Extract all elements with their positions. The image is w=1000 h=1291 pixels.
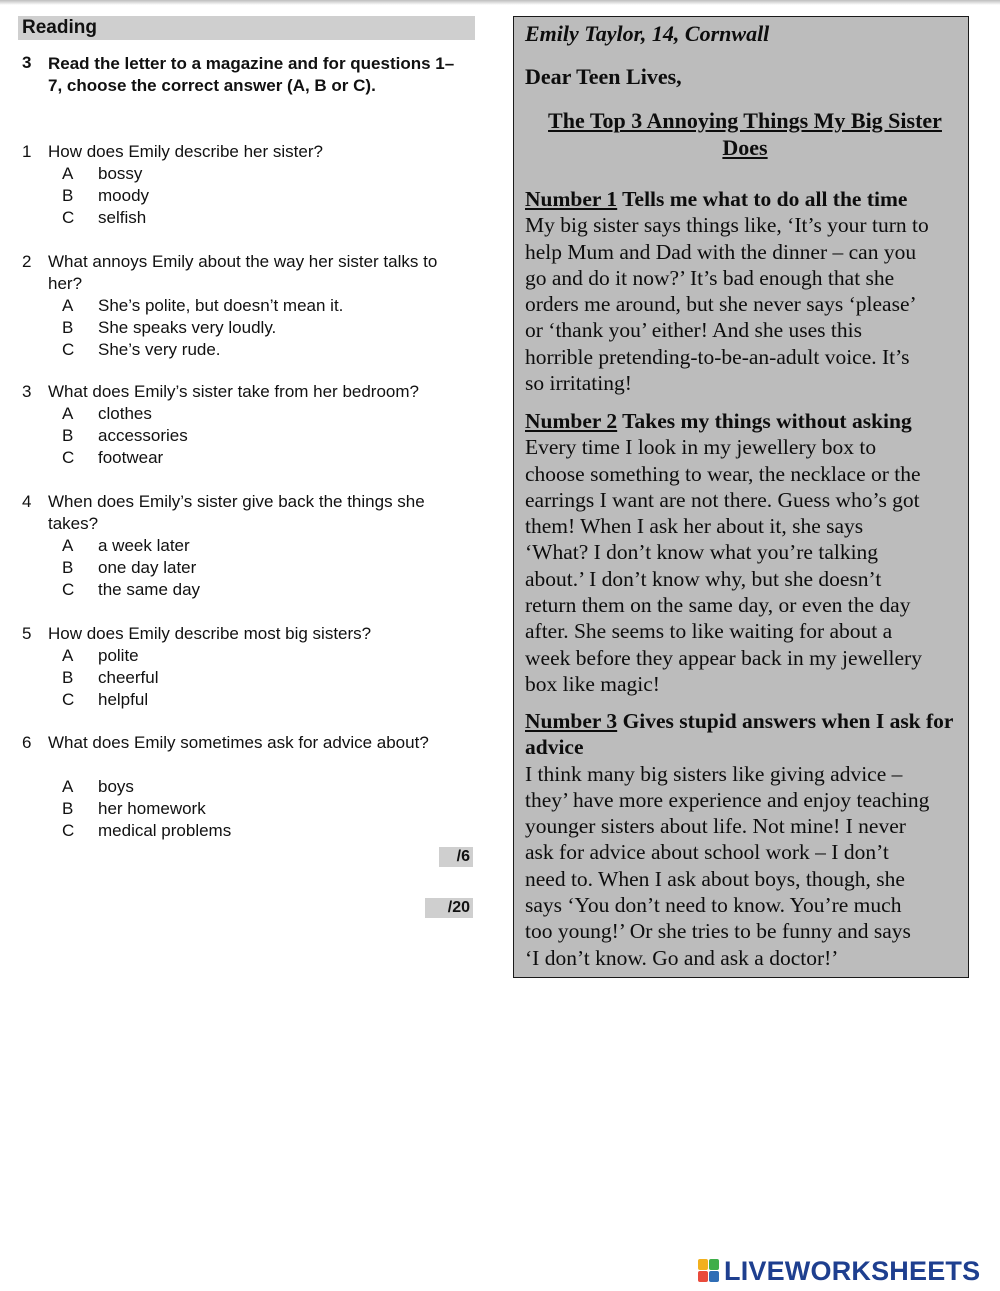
letter-text-line: My big sister says things like, ‘It’s your turn to	[525, 213, 929, 238]
option-letter: C	[62, 690, 75, 709]
letter-text-line: go and do it now?’ It’s bad enough that she	[525, 265, 895, 290]
option-letter: C	[62, 448, 75, 467]
option-letter: A	[62, 164, 74, 183]
letter-section-heading	[525, 186, 965, 212]
letter-text-line: horrible pretending-to-be-an-adult voice. It’s	[525, 344, 910, 369]
letter-text-line: they’ have more experience and enjoy teaching	[525, 787, 930, 812]
option-text: selfish	[98, 208, 147, 227]
question-number: 5	[22, 624, 32, 643]
letter-text-line: too young!’ Or she tries to be funny and says	[525, 919, 911, 944]
question-number: 3	[22, 382, 32, 401]
letter-section-heading	[525, 708, 965, 761]
logo-text: LIVEWORKSHEETS	[724, 1256, 981, 1286]
letter-text-line: choose something to wear, the necklace or the	[525, 461, 921, 486]
letter-section-label: Number 1	[525, 187, 618, 211]
option-text: polite	[98, 646, 139, 665]
option-letter: B	[62, 426, 74, 445]
option-text: her homework	[98, 799, 206, 818]
option-text: a week later	[98, 536, 190, 555]
letter-box	[513, 16, 969, 978]
question-number: 4	[22, 492, 32, 511]
letter-text-line: I think many big sisters like giving advice –	[525, 761, 903, 786]
letter-text-line: after. She seems to like waiting for about a	[525, 619, 893, 644]
option-text: boys	[98, 777, 134, 796]
option-text: helpful	[98, 690, 149, 709]
option-letter: B	[62, 186, 74, 205]
option-text: medical problems	[98, 821, 232, 840]
letter-section	[525, 708, 965, 971]
option-text: She’s polite, but doesn’t mean it.	[98, 296, 344, 315]
letter-text-line: about.’ I don’t know why, but she doesn’t	[525, 566, 882, 591]
option-letter: A	[62, 296, 74, 315]
logo-tile	[698, 1271, 708, 1282]
option-text: accessories	[98, 426, 188, 445]
letter-section-label: Number 2	[525, 409, 618, 433]
letter-text-line: return them on the same day, or even the day	[525, 593, 911, 618]
letter-text-line: says ‘You don’t need to know. You’re much	[525, 893, 902, 918]
letter-text-line: them! When I ask her about it, she says	[525, 514, 864, 539]
letter-text-line: box like magic!	[525, 671, 660, 696]
option-letter: B	[62, 318, 74, 337]
top-edge-line	[0, 0, 1000, 5]
option-letter: C	[62, 208, 75, 227]
letter-text-line: Every time I look in my jewellery box to	[525, 435, 877, 460]
instruction-number: 3	[22, 53, 32, 72]
option-letter: B	[62, 668, 74, 687]
option-text: footwear	[98, 448, 164, 467]
letter-text-line: ask for advice about school work – I don’t	[525, 840, 889, 865]
logo-tile	[698, 1259, 708, 1270]
letter-section	[525, 408, 965, 697]
letter-signature: Emily Taylor, 14, Cornwall	[525, 21, 770, 46]
letter-section-title: Tells me what to do all the time	[617, 187, 908, 211]
option-text: clothes	[98, 404, 152, 423]
letter-text-line: younger sisters about life. Not mine! I never	[525, 814, 906, 839]
question-text: What does Emily sometimes ask for advice about?	[48, 733, 429, 752]
letter-section-label: Number 3	[525, 709, 618, 733]
question-text: What does Emily’s sister take from her bedroom?	[48, 382, 419, 401]
liveworksheets-logo-icon	[698, 1259, 720, 1283]
option-letter: C	[62, 580, 75, 599]
logo-tile	[709, 1271, 719, 1282]
question-number: 2	[22, 252, 32, 271]
section-header-bar	[18, 16, 475, 40]
total-score-box: /20	[425, 898, 473, 918]
option-letter: B	[62, 558, 74, 577]
letter-greeting: Dear Teen Lives,	[525, 64, 682, 89]
option-text: bossy	[98, 164, 143, 183]
option-letter: A	[62, 404, 74, 423]
question-number: 6	[22, 733, 32, 752]
option-letter: C	[62, 821, 75, 840]
letter-text-line: orders me around, but she never says ‘please’	[525, 292, 917, 317]
letter-text-line: help Mum and Dad with the dinner – can you	[525, 239, 917, 264]
option-text: moody	[98, 186, 150, 205]
letter-section	[525, 186, 965, 396]
question-text: What annoys Emily about the way her sister talks to her?	[48, 252, 438, 293]
letter-headline: The Top 3 Annoying Things My Big Sister Does	[548, 108, 942, 160]
question-text: How does Emily describe her sister?	[48, 142, 323, 161]
letter-text-line: ‘What? I don’t know what you’re talking	[525, 540, 879, 565]
option-letter: A	[62, 777, 74, 796]
option-text: one day later	[98, 558, 197, 577]
question-text: How does Emily describe most big sisters?	[48, 624, 372, 643]
option-letter: B	[62, 799, 74, 818]
option-text: She speaks very loudly.	[98, 318, 277, 337]
question-text: When does Emily’s sister give back the things she takes?	[48, 492, 425, 533]
letter-text-line: earrings I want are not there. Guess who’s got	[525, 487, 920, 512]
letter-section-heading	[525, 408, 965, 434]
letter-section-title: Takes my things without asking	[617, 409, 912, 433]
letter-text-line: so irritating!	[525, 371, 632, 396]
option-text: the same day	[98, 580, 201, 599]
letter-text-line: ‘I don’t know. Go and ask a doctor!’	[525, 945, 839, 970]
question-number: 1	[22, 142, 32, 161]
option-letter: C	[62, 340, 75, 359]
logo-tile	[709, 1259, 719, 1270]
letter-text-line: week before they appear back in my jewellery	[525, 645, 922, 670]
instruction-text: Read the letter to a magazine and for questions 1–7, choose the correct answer (A, B or C).	[48, 54, 455, 95]
letter-text-line: need to. When I ask about boys, though, she	[525, 866, 905, 891]
option-text: She’s very rude.	[98, 340, 221, 359]
letter-text-line: or ‘thank you’ either! And she uses this	[525, 318, 862, 343]
option-letter: A	[62, 646, 74, 665]
option-letter: A	[62, 536, 74, 555]
section-score-box: /6	[439, 847, 473, 867]
letter-section-title: Gives stupid answers when I ask for advice	[525, 709, 954, 760]
section-title: Reading	[22, 17, 97, 38]
option-text: cheerful	[98, 668, 159, 687]
